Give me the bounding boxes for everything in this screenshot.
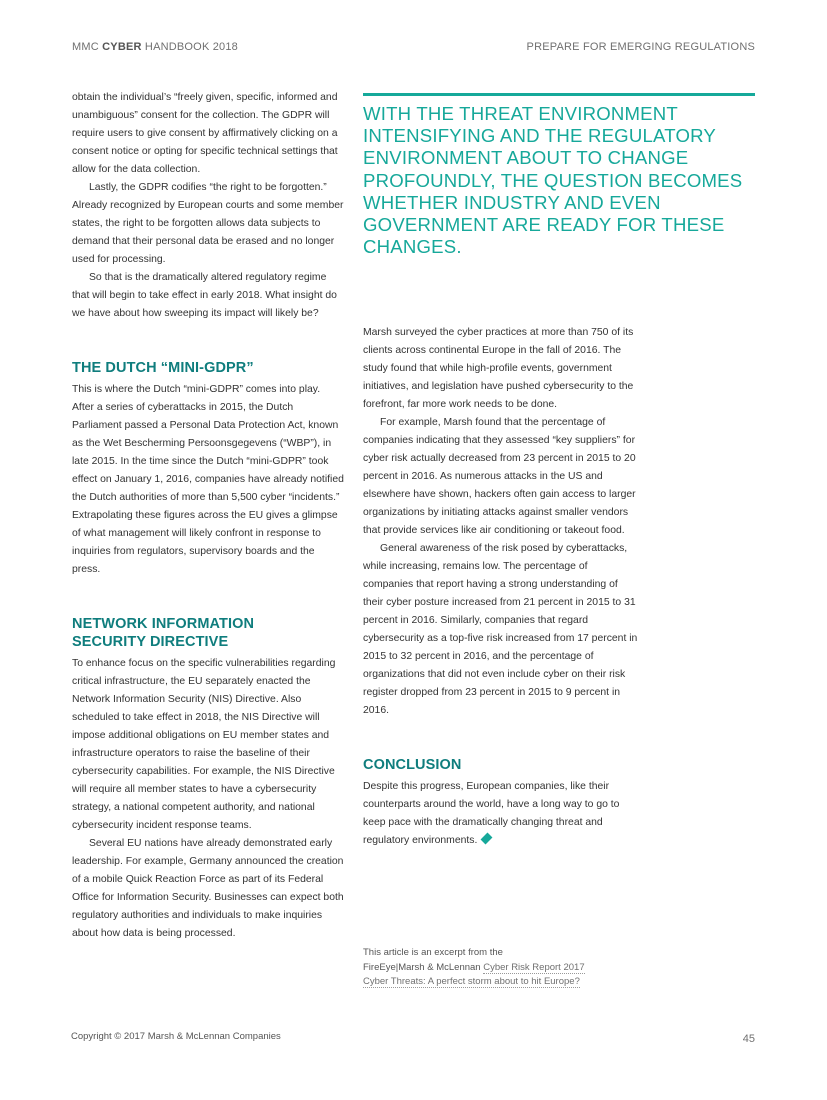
source-line — [363, 975, 623, 990]
source-line — [363, 961, 623, 976]
body-paragraph: Marsh surveyed the cyber practices at more than 750 of its clients across continental Europe in the fall of 2016. The study found that while high-profile events, government initiatives, and legislation have pushed cybersecurity to the forefront, far more work needs to be done. — [363, 327, 634, 410]
body-paragraph: General awareness of the risk posed by cyberattacks, while increasing, remains low. The percentage of companies that report having a strong understanding of their cyber posture increased from 21 percent in 2015 to 31 percent in 2016. Similarly, companies that regard cybersecurity as a top-five risk increased from 17 percent in 2015 to 32 percent in 2016, and the percentage of organizations that did not even include cyber on their risk register dropped from 23 percent in 2015 to 9 percent in 2016. — [363, 543, 638, 716]
source-line: This article is an excerpt from the — [363, 947, 503, 958]
section-heading-dutch: THE DUTCH “MINI-GDPR” — [72, 360, 254, 376]
header-suffix: HANDBOOK 2018 — [144, 41, 239, 53]
header-bold: CYBER — [102, 41, 142, 53]
section-heading-nis — [72, 615, 344, 651]
body-paragraph: For example, Marsh found that the percentage of companies indicating that they assessed “key suppliers” for cyber risk actually decreased from 23 percent in 2015 to 20 percent in 2016. As numerous attacks in the US and elsewhere have shown, hackers often gain access to larger organizations by initiating attacks against smaller vendors that provide services like air conditioning or takeout food. — [363, 417, 636, 536]
heading-line: NETWORK INFORMATION — [72, 616, 255, 632]
copyright: Copyright © 2017 Marsh & McLennan Companies — [71, 1031, 281, 1042]
report-link-continued[interactable]: Cyber Threats: A perfect storm about to hit Europe? — [363, 976, 580, 987]
running-header-title — [72, 41, 238, 53]
left-column — [72, 89, 344, 943]
end-mark-diamond-icon — [481, 833, 493, 845]
conclusion-paragraph — [363, 778, 638, 850]
page-number: 45 — [742, 1033, 755, 1045]
body-paragraph: obtain the individual’s “freely given, specific, informed and unambiguous” consent for the collection. The GDPR will require users to give consent by affirmatively clicking on a consent notice or opting for specific technical settings that allow for the data collection. — [72, 92, 338, 175]
conclusion-text: Despite this progress, European companies, like their counterparts around the world, have a long way to go to keep pace with the dramatically changing threat and regulatory environments. — [363, 781, 620, 846]
body-paragraph: Several EU nations have already demonstrated early leadership. For example, Germany announced the creation of a mobile Quick Reaction Force as part of its Federal Office for Information Security. Businesses can expect both regulatory authorities and individuals to make inquiries about how data is being processed. — [72, 838, 344, 939]
body-paragraph: To enhance focus on the specific vulnerabilities regarding critical infrastructure, the EU separately enacted the Network Information Security (NIS) Directive. Also scheduled to take effect in 2018, the NIS Directive will impose additional obligations on EU member states and infrastructure operators to raise the baseline of their cybersecurity capabilities. For example, the NIS Directive will require all member states to have a cybersecurity strategy, a national competent authority, and national cybersecurity incident response teams. — [72, 658, 336, 831]
heading-line: SECURITY DIRECTIVE — [72, 634, 229, 650]
body-paragraph: Lastly, the GDPR codifies “the right to be forgotten.” Already recognized by European courts and some member states, the right to be forgotten allows data subjects to demand that their personal data be erased and no longer used for processing. — [72, 182, 344, 265]
report-link[interactable]: Cyber Risk Report 2017 — [483, 961, 585, 973]
section-heading-conclusion: CONCLUSION — [363, 757, 462, 773]
source-note — [363, 946, 623, 990]
pull-quote: WITH THE THREAT ENVIRONMENT INTENSIFYING AND THE REGULATORY ENVIRONMENT ABOUT TO CHANGE PROFOUNDLY, THE QUESTION BECOMES WHETHER INDUSTRY AND EVEN GOVERNMENT ARE READY FOR THESE CHANGES. — [363, 93, 755, 258]
header-prefix: MMC — [72, 41, 99, 53]
running-header-section: PREPARE FOR EMERGING REGULATIONS — [526, 41, 755, 53]
right-column — [363, 324, 638, 850]
body-paragraph: This is where the Dutch “mini-GDPR” comes into play. After a series of cyberattacks in 2015, the Dutch Parliament passed a Personal Data Protection Act, known as the Wet Bescherming Persoonsgegevens (“WBP”), in late 2015. In the time since the Dutch “mini-GDPR” took effect on January 1, 2016, companies have already notified the Dutch authorities of more than 5,500 cyber “incidents.” Extrapolating these figures across the EU gives a glimpse of what management will likely confront in response to inquiries from regulators, supervisory boards and the press. — [72, 384, 344, 575]
body-paragraph: So that is the dramatically altered regulatory regime that will begin to take effect in early 2018. What insight do we have about how sweeping its impact will likely be? — [72, 272, 337, 319]
source-publisher: FireEye|Marsh & McLennan — [363, 961, 481, 973]
